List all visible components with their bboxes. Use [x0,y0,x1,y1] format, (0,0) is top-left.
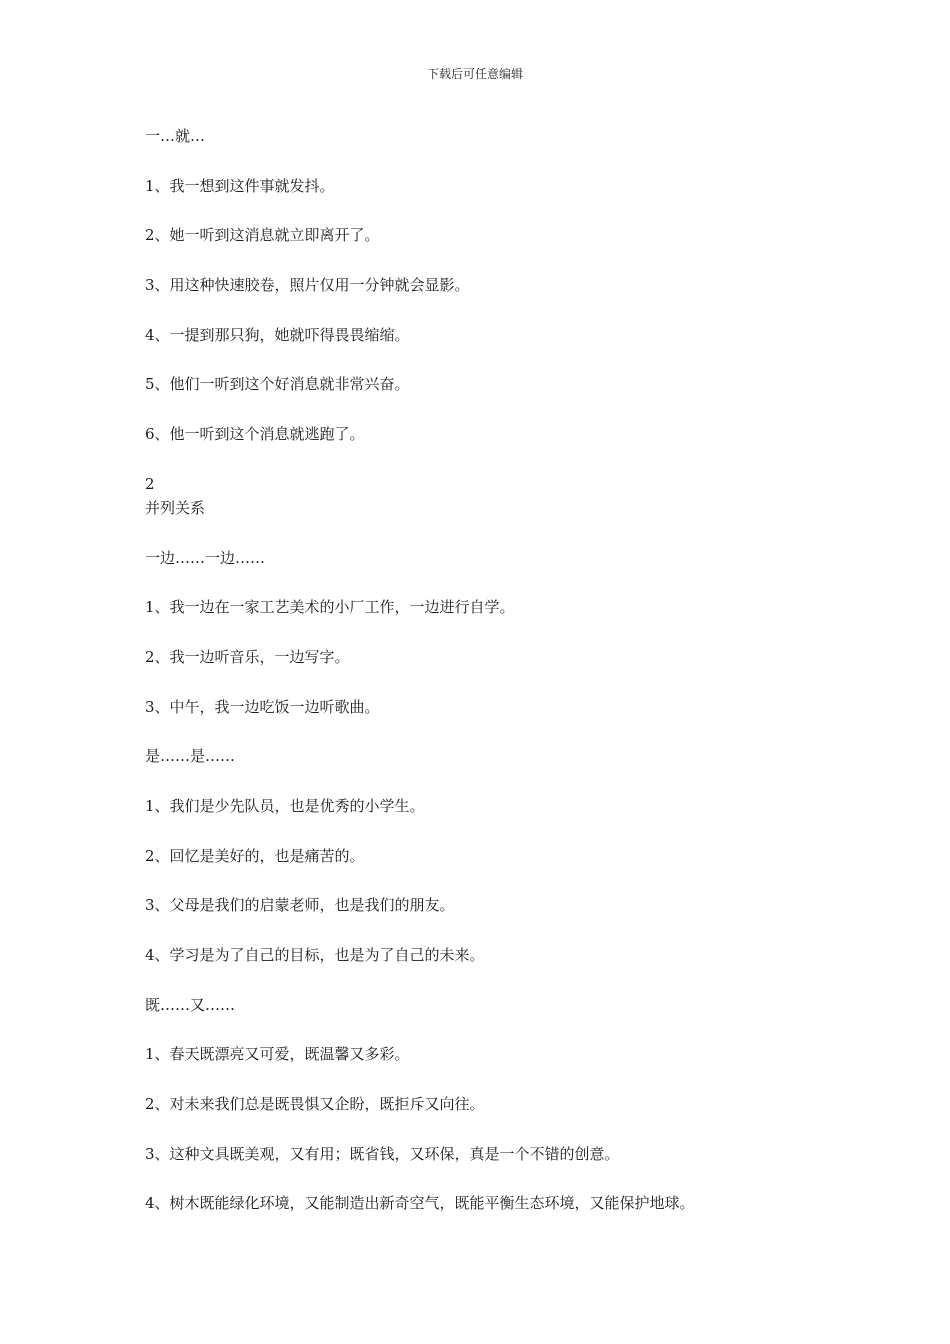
section-heading: 一…就… [145,127,206,145]
document-body [145,126,845,1243]
page-header: 下载后可任意编辑 [426,67,523,81]
example-sentence: 1、我们是少先队员，也是优秀的小学生。 [145,796,425,815]
example-sentence: 4、学习是为了自己的目标，也是为了自己的未来。 [145,946,485,964]
example-sentence: 4、树木既能绿化环境，又能制造出新奇空气，既能平衡生态环境，又能保护地球。 [145,1194,695,1213]
example-sentence: 3、用这种快速胶卷，照片仅用一分钟就会显影。 [145,276,470,295]
example-sentence: 2、对未来我们总是既畏惧又企盼，既拒斥又向往。 [145,1095,485,1114]
section-title: 并列关系 [145,498,206,517]
example-sentence: 2、回忆是美好的，也是痛苦的。 [145,846,365,865]
section-heading: 一边……一边…… [145,548,266,567]
example-sentence: 1、我一边在一家工艺美术的小厂工作，一边进行自学。 [145,598,515,617]
example-sentence: 5、他们一听到这个好消息就非常兴奋。 [145,375,410,394]
example-sentence: 6、他一听到这个消息就逃跑了。 [145,425,365,444]
example-sentence: 1、我一想到这件事就发抖。 [145,176,335,195]
section-heading: 是……是…… [145,747,236,766]
example-sentence: 1、春天既漂亮又可爱，既温馨又多彩。 [145,1045,410,1064]
example-sentence: 4、一提到那只狗，她就吓得畏畏缩缩。 [145,325,410,344]
example-sentence: 3、父母是我们的启蒙老师，也是我们的朋友。 [145,896,455,915]
example-sentence: 3、中午，我一边吃饭一边听歌曲。 [145,697,380,716]
example-sentence: 3、这种文具既美观，又有用；既省钱，又环保，真是一个不错的创意。 [145,1144,620,1163]
section-number: 2 [145,474,155,493]
section-heading: 既……又…… [145,995,236,1014]
example-sentence: 2、她一听到这消息就立即离开了。 [145,226,380,245]
example-sentence: 2、我一边听音乐，一边写字。 [145,647,350,666]
